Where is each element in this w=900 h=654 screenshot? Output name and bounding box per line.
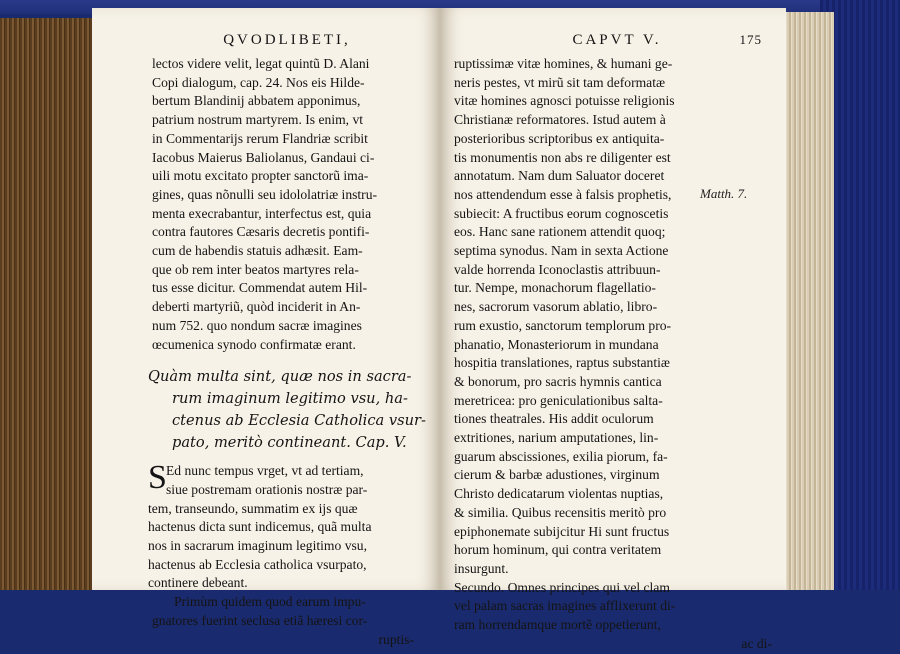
- text-line: guarum abscissiones, exilia piorum, fa-: [454, 448, 668, 464]
- heading-line: Quàm multa sint, quæ nos in sacra-: [148, 368, 412, 386]
- text-line: Christo dedicatarum violentas nuptias,: [454, 486, 664, 502]
- text-line: continere debeant.: [148, 575, 248, 591]
- text-line: horum hominum, qui contra veritatem: [454, 542, 662, 558]
- left-page-text-continued: [152, 593, 422, 630]
- margin-note: Matth. 7.: [700, 186, 748, 201]
- text-line: & bonorum, pro sacris hymnis cantica: [454, 373, 662, 389]
- right-page: [440, 8, 786, 651]
- text-line: tem, transeundo, summatim ex ijs quæ: [148, 500, 358, 516]
- text-line: gines, quas nõnulli seu idololatriæ instru-: [152, 186, 378, 202]
- text-line: patrium nostrum martyrem. Is enim, vt: [152, 112, 364, 128]
- text-line: contra fautores Cæsaris decretis pontifi-: [152, 224, 370, 240]
- text-line: que ob rem inter beatos martyres rela-: [152, 261, 359, 277]
- text-line: vitæ homines agnosci potuisse religionis: [454, 93, 675, 109]
- text-line: posterioribus scriptoribus ex antiquita-: [454, 130, 665, 146]
- text-line: nes, sacrorum vasorum ablatio, libro-: [454, 299, 658, 315]
- text-line: tiones theatrales. His addit oculorum: [454, 411, 654, 427]
- text-line: tur. Nempe, monachorum flagellatio-: [454, 280, 656, 296]
- text-line: septima synodus. Nam in sexta Actione: [454, 243, 669, 259]
- drop-cap: S: [148, 459, 167, 497]
- text-line: bertum Blandinij abbatem apponimus,: [152, 93, 361, 109]
- left-page-edges: [0, 18, 98, 590]
- running-head-title: CAPVT V.: [572, 32, 662, 48]
- right-page-edges: [782, 12, 834, 590]
- heading-line: ctenus ab Ecclesia Catholica vsur-: [172, 412, 426, 430]
- text-line: Primùm quidem quod earum impu-: [174, 594, 366, 610]
- text-line: Ed nunc tempus vrget, vt ad tertiam,: [166, 463, 364, 479]
- text-line: & similia. Quibus recensitis meritò pro: [454, 504, 667, 520]
- text-line: hactenus dicta sunt indicemus, quã multa: [148, 519, 372, 535]
- text-line: Copi dialogum, cap. 24. Nos eis Hilde-: [152, 74, 365, 90]
- text-line: num 752. quo nondum sacræ imagines: [152, 317, 362, 333]
- running-head-left: QVODLIBETI,: [223, 32, 351, 48]
- text-line: lectos videre velit, legat quintũ D. Alani: [152, 56, 370, 71]
- text-line: eos. Hanc sane rationem attendit quoq;: [454, 224, 666, 240]
- text-line: insurgunt.: [454, 560, 509, 576]
- text-line: subiecit: A fructibus eorum cognoscetis: [454, 205, 669, 221]
- page-number: 175: [739, 32, 762, 47]
- catchword-right: ac di-: [741, 635, 772, 651]
- chapter-opening-paragraph: [148, 459, 422, 593]
- text-line: œcumenica synodo confirmatæ erant.: [152, 336, 356, 352]
- left-page-text: [152, 55, 422, 354]
- text-line: siue postremam orationis nostræ par-: [166, 481, 368, 497]
- text-line: tus esse dicitur. Commendat autem Hil-: [152, 280, 368, 296]
- chapter-heading: [148, 366, 426, 454]
- text-line: cum de habendis statuis adhæsit. Eam-: [152, 243, 363, 259]
- heading-line: pato, meritò contineant. Cap. V.: [172, 434, 407, 452]
- text-line: nos attendendum esse à falsis prophetis,: [454, 186, 672, 202]
- text-line: hactenus ab Ecclesia catholica vsurpato,: [148, 556, 367, 572]
- text-line: Secundo. Omnes principes qui vel clam: [454, 579, 670, 595]
- text-line: vel palam sacras imagines afflixerunt di-: [454, 598, 676, 614]
- open-book: [0, 8, 840, 651]
- text-line: menta execrabantur, interfectus est, quia: [152, 205, 372, 221]
- text-line: epiphonemate subijcitur Hi sunt fructus: [454, 523, 670, 539]
- text-line: rum exustio, sanctorum templorum pro-: [454, 317, 672, 333]
- right-page-text: [454, 55, 780, 635]
- text-line: valde horrenda Iconoclastis attribuun-: [454, 261, 661, 277]
- running-head-right: [454, 32, 780, 49]
- text-line: tis monumentis non abs re diligenter est: [454, 149, 671, 165]
- text-line: deberti martyriũ, quòd inciderit in An-: [152, 299, 361, 315]
- heading-line: rum imaginum legitimo vsu, ha-: [172, 390, 408, 408]
- text-line: cierum & barbæ adustiones, virginum: [454, 467, 660, 483]
- text-line: meretricea: pro geniculationibus salta-: [454, 392, 663, 408]
- text-line: in Commentarijs rerum Flandriæ scribit: [152, 130, 368, 146]
- text-line: neris pestes, vt mirũ sit tam deformatæ: [454, 74, 666, 90]
- text-line: nos in sacrarum imaginum legitimo vsu,: [148, 538, 367, 554]
- text-line: uili motu excitato propter sanctorũ ima-: [152, 168, 369, 184]
- text-line: Iacobus Maierus Baliolanus, Gandaui ci-: [152, 149, 375, 165]
- text-line: annotatum. Nam dum Saluator doceret: [454, 168, 665, 184]
- text-line: hospitia translationes, raptus substantiæ: [454, 355, 670, 371]
- left-page: [92, 8, 440, 647]
- catchword-left: ruptis-: [378, 631, 414, 647]
- text-line: Christianæ reformatores. Istud autem à: [454, 112, 666, 128]
- text-line: ram horrendamque mortẽ oppetierunt,: [454, 617, 661, 633]
- text-line: gnatores fuerint seclusa etiã hæresi cor-: [152, 612, 368, 628]
- text-line: ruptissimæ vitæ homines, & humani ge-: [454, 56, 673, 71]
- text-line: phanatio, Monasteriorum in mundana: [454, 336, 659, 352]
- text-line: extritiones, narium amputationes, lin-: [454, 430, 659, 446]
